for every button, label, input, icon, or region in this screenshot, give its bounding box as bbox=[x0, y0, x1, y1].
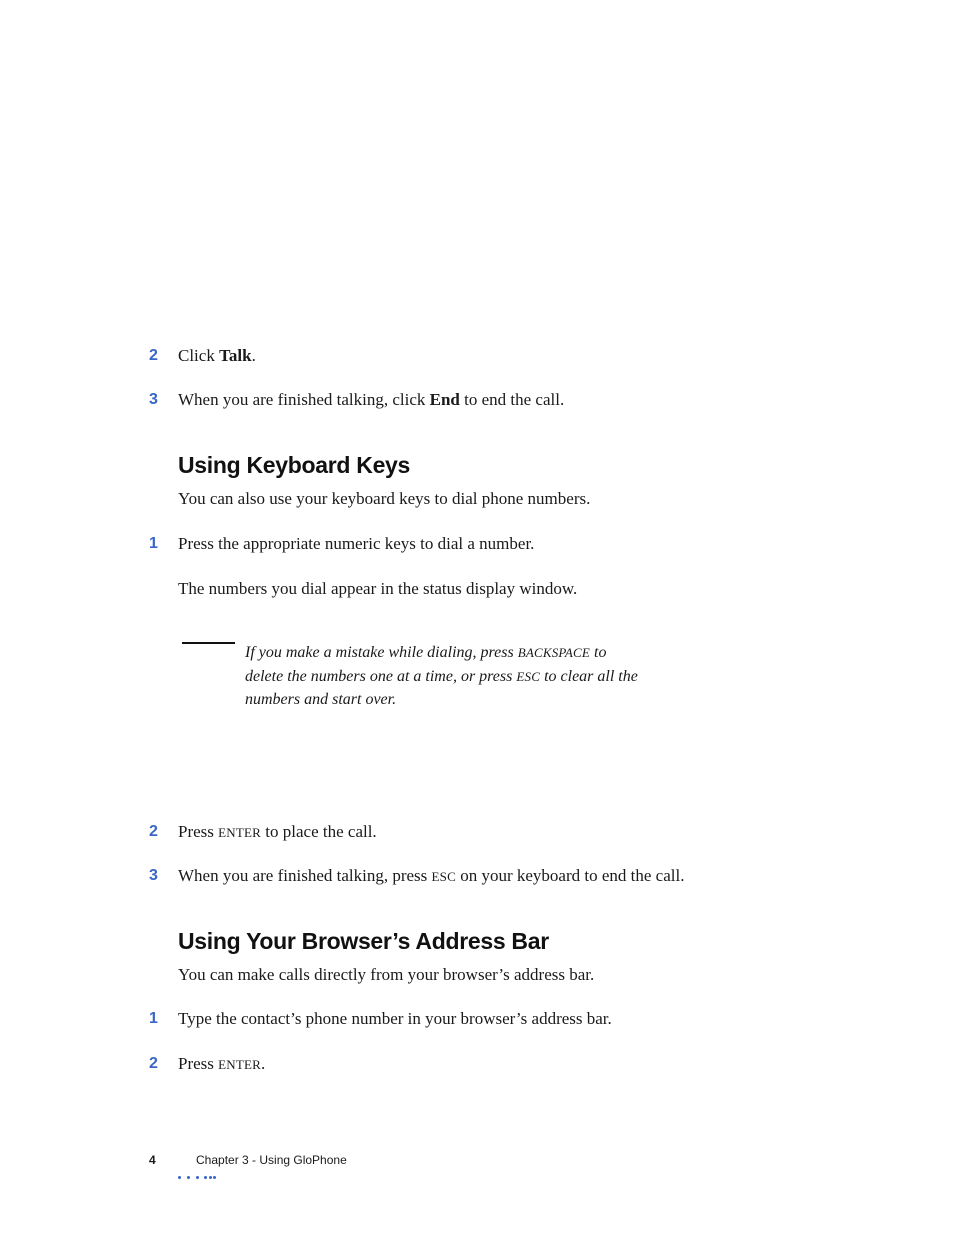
step-text: Click bbox=[178, 346, 220, 365]
dot-ornament bbox=[187, 1176, 190, 1179]
note-text: delete the numbers one at a time, or press bbox=[245, 667, 517, 685]
step-text: When you are finished talking, click bbox=[178, 390, 430, 409]
note bbox=[245, 641, 655, 712]
step-text-click-end bbox=[178, 390, 564, 410]
step-text: to end the call. bbox=[459, 390, 565, 409]
talk-label: Talk bbox=[219, 346, 252, 365]
step-number: 3 bbox=[149, 391, 158, 408]
step-number: 1 bbox=[149, 535, 158, 552]
note-text: to clear all the bbox=[540, 667, 638, 685]
step-number: 3 bbox=[149, 867, 158, 884]
step-text: Press bbox=[178, 822, 219, 841]
step-text: . bbox=[261, 1054, 266, 1073]
note-text: If you make a mistake while dialing, press bbox=[245, 644, 518, 661]
step-text: Press bbox=[178, 1054, 219, 1073]
step-number: 2 bbox=[149, 823, 158, 840]
step-text: When you are finished talking, press bbox=[178, 866, 432, 885]
section-intro-address-bar: You can make calls directly from your browser’s address bar. bbox=[178, 965, 595, 984]
step-number: 2 bbox=[149, 347, 158, 364]
section-heading-address-bar: Using Your Browser’s Address Bar bbox=[178, 928, 549, 954]
page-number: 4 bbox=[149, 1153, 156, 1167]
step-number: 2 bbox=[149, 1055, 158, 1072]
key-name: BACKSPACE bbox=[517, 645, 591, 660]
key-name: ENTER bbox=[218, 825, 262, 840]
dot-ornament bbox=[178, 1176, 181, 1179]
dot-ornament bbox=[209, 1176, 212, 1179]
note-line: numbers and start over. bbox=[245, 691, 397, 708]
step-text bbox=[178, 866, 684, 887]
step-text-click-talk bbox=[178, 346, 256, 366]
step-text: on your keyboard to end the call. bbox=[455, 866, 685, 885]
dot-ornament bbox=[204, 1176, 207, 1179]
note-text: to bbox=[590, 644, 607, 661]
step-text: . bbox=[251, 346, 256, 365]
step-text: to place the call. bbox=[261, 822, 377, 841]
end-label: End bbox=[429, 390, 460, 409]
dot-ornament bbox=[213, 1176, 216, 1179]
note-line bbox=[245, 665, 655, 689]
step-text bbox=[178, 822, 377, 843]
step-number: 1 bbox=[149, 1010, 158, 1027]
dot-ornament bbox=[196, 1176, 199, 1179]
step-text bbox=[178, 1054, 265, 1075]
section-intro-keyboard: You can also use your keyboard keys to dial phone numbers. bbox=[178, 489, 591, 508]
chapter-title: Chapter 3 - Using GloPhone bbox=[196, 1153, 347, 1167]
key-name: ENTER bbox=[218, 1057, 262, 1072]
step-text: Type the contact’s phone number in your browser’s address bar. bbox=[178, 1009, 612, 1028]
key-name: ESC bbox=[516, 668, 541, 684]
note-line bbox=[245, 641, 655, 665]
note-rule bbox=[182, 642, 235, 644]
key-name: ESC bbox=[431, 869, 456, 884]
section-heading-keyboard: Using Keyboard Keys bbox=[178, 452, 411, 478]
step-detail: The numbers you dial appear in the status display window. bbox=[178, 579, 578, 598]
step-text: Press the appropriate numeric keys to dial a number. bbox=[178, 534, 535, 553]
